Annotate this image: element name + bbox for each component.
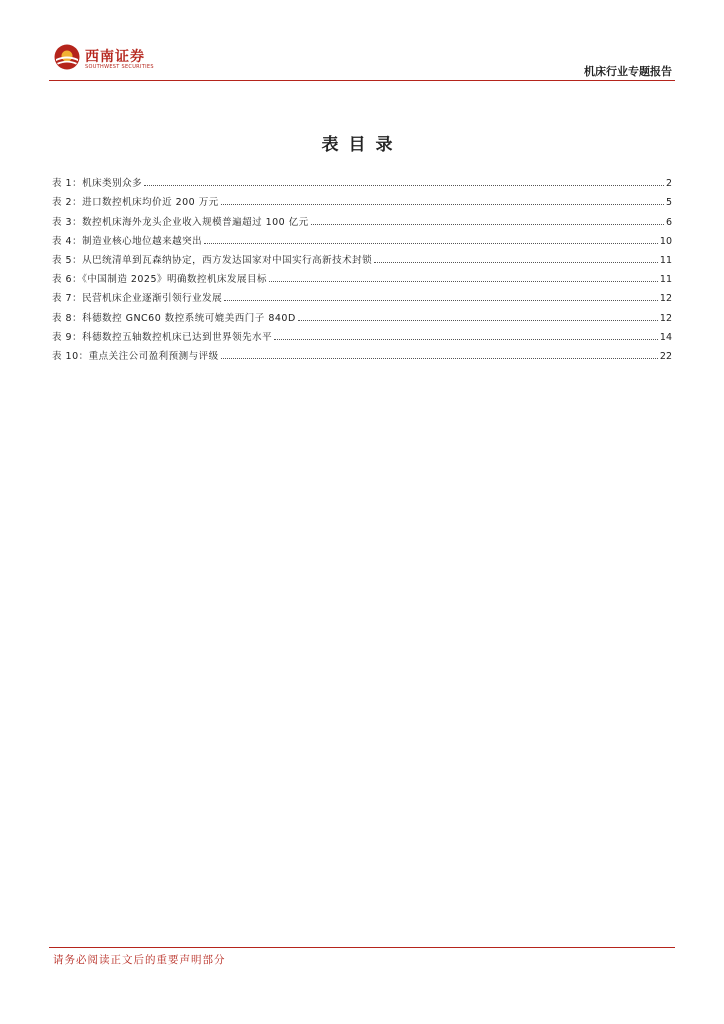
toc-item[interactable] <box>52 228 672 247</box>
table-of-contents <box>52 170 672 362</box>
toc-leader-dots <box>311 224 664 225</box>
sun-logo-icon <box>54 44 80 70</box>
toc-leader-dots <box>269 281 658 282</box>
toc-item-page: 6 <box>665 216 672 228</box>
toc-item[interactable] <box>52 208 672 227</box>
company-logo <box>54 44 174 74</box>
toc-leader-dots <box>221 358 658 359</box>
toc-item-label: 表 3：数控机床海外龙头企业收入规模普遍超过 100 亿元 <box>52 216 309 228</box>
footer-disclaimer: 请务必阅读正文后的重要声明部分 <box>53 954 226 966</box>
toc-item-page: 12 <box>659 312 672 324</box>
toc-item[interactable] <box>52 266 672 285</box>
toc-item[interactable] <box>52 343 672 362</box>
toc-item-label: 表 4：制造业核心地位越来越突出 <box>52 235 203 247</box>
toc-leader-dots <box>144 185 664 186</box>
toc-item[interactable] <box>52 247 672 266</box>
toc-leader-dots <box>224 300 658 301</box>
toc-item[interactable] <box>52 170 672 189</box>
toc-item-label: 表 6：《中国制造 2025》明确数控机床发展目标 <box>52 274 268 286</box>
toc-item-page: 5 <box>665 197 672 209</box>
toc-item[interactable] <box>52 324 672 343</box>
toc-item-page: 12 <box>659 293 672 305</box>
logo-name-cn: 西南证券 <box>85 49 145 65</box>
toc-item-label: 表 8：科德数控 GNC60 数控系统可媲美西门子 840D <box>52 312 296 324</box>
toc-item-page: 22 <box>659 350 672 362</box>
toc-item[interactable] <box>52 285 672 304</box>
toc-item-page: 2 <box>665 178 672 190</box>
logo-name-en: SOUTHWEST SECURITIES <box>85 64 154 70</box>
toc-item-label: 表 1：机床类别众多 <box>52 178 143 190</box>
toc-title: 表目录 <box>321 135 403 155</box>
toc-item-label: 表 2：进口数控机床均价近 200 万元 <box>52 197 219 209</box>
toc-item-label: 表 5：从巴统清单到瓦森纳协定，西方发达国家对中国实行高新技术封锁 <box>52 254 373 266</box>
toc-item-page: 11 <box>659 274 672 286</box>
toc-leader-dots <box>298 320 658 321</box>
toc-leader-dots <box>274 339 658 340</box>
toc-item-page: 14 <box>659 331 672 343</box>
toc-item[interactable] <box>52 189 672 208</box>
toc-item-label: 表 9：科德数控五轴数控机床已达到世界领先水平 <box>52 331 273 343</box>
toc-leader-dots <box>374 262 658 263</box>
toc-item-label: 表 7：民营机床企业逐渐引领行业发展 <box>52 293 223 305</box>
report-title: 机床行业专题报告 <box>584 65 672 78</box>
footer-divider <box>49 947 675 948</box>
header-divider <box>49 80 675 81</box>
toc-item-label: 表 10：重点关注公司盈利预测与评级 <box>52 350 219 362</box>
toc-item-page: 11 <box>659 254 672 266</box>
toc-item[interactable] <box>52 304 672 323</box>
toc-leader-dots <box>204 243 658 244</box>
toc-leader-dots <box>221 204 664 205</box>
toc-item-page: 10 <box>659 235 672 247</box>
